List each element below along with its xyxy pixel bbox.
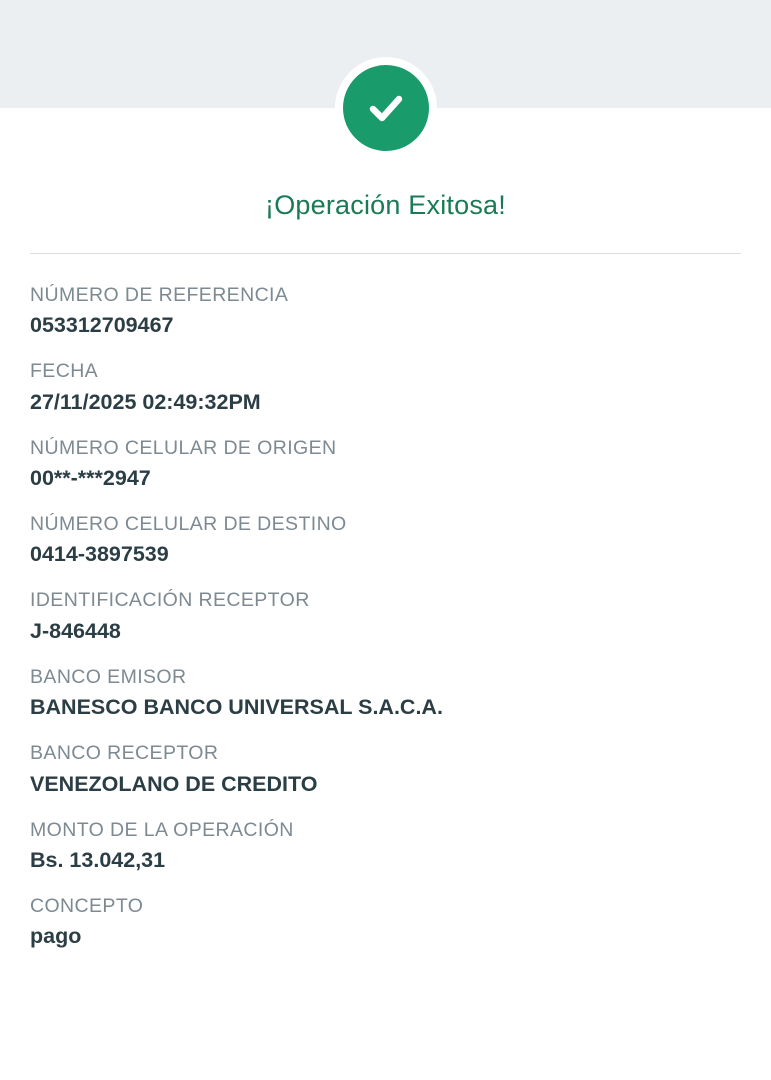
list-item bbox=[30, 894, 741, 951]
field-value-receiver-id: J-846448 bbox=[30, 618, 121, 643]
field-label-receiving-bank: BANCO RECEPTOR bbox=[30, 742, 219, 765]
list-item bbox=[30, 741, 741, 798]
list-item bbox=[30, 818, 741, 875]
field-label-concept: CONCEPTO bbox=[30, 894, 144, 917]
field-value-reference-number: 053312709467 bbox=[30, 313, 174, 338]
field-value-date: 27/11/2025 02:49:32PM bbox=[30, 389, 261, 414]
field-value-issuing-bank: BANESCO BANCO UNIVERSAL S.A.C.A. bbox=[30, 695, 443, 720]
list-item bbox=[30, 512, 741, 569]
status-icon-ring bbox=[335, 57, 437, 159]
field-value-amount: Bs. 13.042,31 bbox=[30, 847, 166, 872]
field-label-issuing-bank: BANCO EMISOR bbox=[30, 665, 187, 688]
page-title: ¡Operación Exitosa! bbox=[265, 190, 506, 220]
check-circle-icon bbox=[343, 65, 429, 151]
list-item bbox=[30, 588, 741, 645]
field-label-receiver-id: IDENTIFICACIÓN RECEPTOR bbox=[30, 589, 310, 612]
list-item bbox=[30, 359, 741, 416]
field-value-origin-phone: 00**-***2947 bbox=[30, 466, 151, 491]
field-label-amount: MONTO DE LA OPERACIÓN bbox=[30, 818, 294, 841]
field-value-concept: pago bbox=[30, 924, 82, 949]
field-label-reference-number: NÚMERO DE REFERENCIA bbox=[30, 284, 289, 306]
list-item bbox=[30, 436, 741, 493]
field-value-destination-phone: 0414-3897539 bbox=[30, 542, 169, 567]
field-label-origin-phone: NÚMERO CELULAR DE ORIGEN bbox=[30, 436, 337, 459]
receipt-details-list bbox=[30, 283, 741, 970]
status-icon-container bbox=[0, 57, 771, 159]
list-item bbox=[30, 283, 741, 340]
field-label-date: FECHA bbox=[30, 360, 99, 383]
divider bbox=[30, 253, 741, 254]
field-value-receiving-bank: VENEZOLANO DE CREDITO bbox=[30, 771, 318, 796]
field-label-destination-phone: NÚMERO CELULAR DE DESTINO bbox=[30, 513, 347, 536]
list-item bbox=[30, 665, 741, 722]
